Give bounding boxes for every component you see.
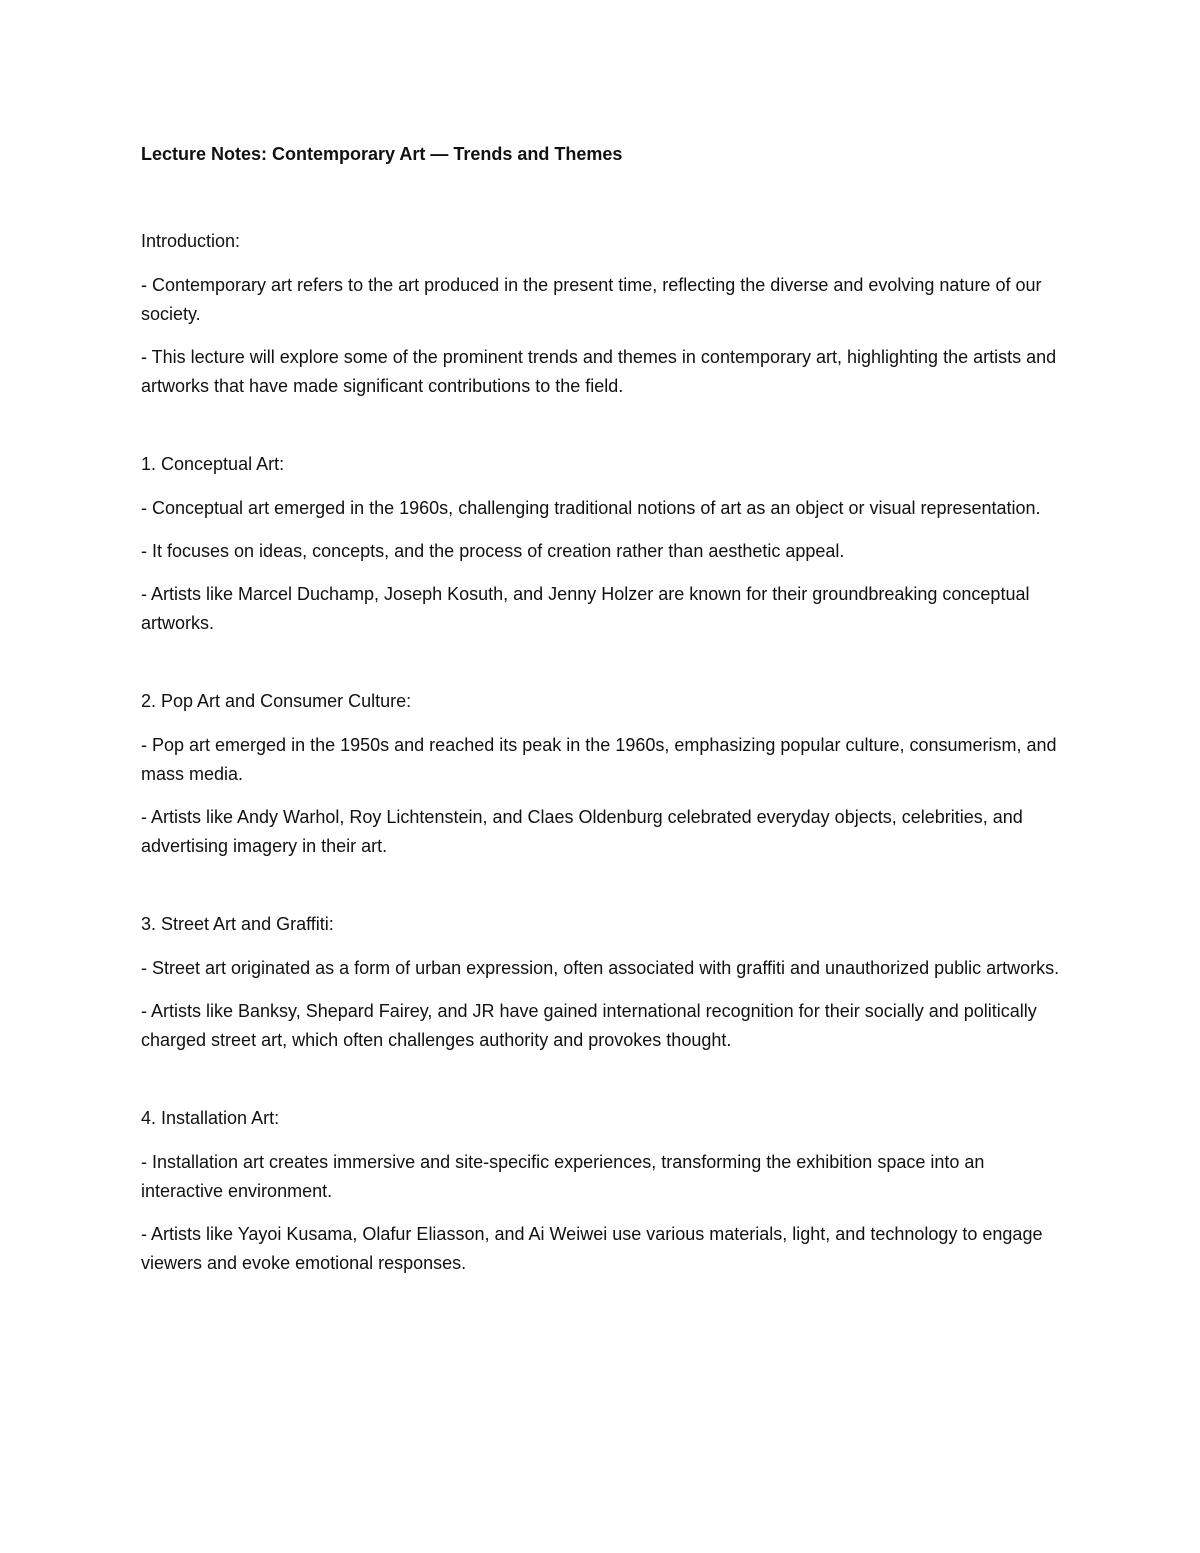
section-conceptual-art bbox=[141, 450, 1061, 638]
document-title: Lecture Notes: Contemporary Art — Trends and Themes bbox=[141, 144, 623, 164]
section-paragraph: - Artists like Yayoi Kusama, Olafur Eliasson, and Ai Weiwei use various materials, light, and technology to engage viewers and evoke emotional responses. bbox=[141, 1224, 1043, 1273]
section-heading: 1. Conceptual Art: bbox=[141, 454, 285, 474]
section-paragraph: - It focuses on ideas, concepts, and the process of creation rather than aesthetic appeal. bbox=[141, 541, 845, 561]
document-page bbox=[141, 140, 1061, 1327]
intro-paragraph: - This lecture will explore some of the prominent trends and themes in contemporary art, highlighting the artists and artworks that have made significant contributions to the field. bbox=[141, 347, 1057, 396]
section-heading: 4. Installation Art: bbox=[141, 1108, 280, 1128]
intro-heading: Introduction: bbox=[141, 231, 241, 251]
intro-paragraph: - Contemporary art refers to the art produced in the present time, reflecting the diverse and evolving nature of our society. bbox=[141, 275, 1042, 324]
section-paragraph: - Street art originated as a form of urban expression, often associated with graffiti and unauthorized public artworks. bbox=[141, 958, 1060, 978]
section-paragraph: - Pop art emerged in the 1950s and reached its peak in the 1960s, emphasizing popular culture, consumerism, and mass media. bbox=[141, 735, 1057, 784]
intro-section bbox=[141, 227, 1061, 401]
section-heading: 3. Street Art and Graffiti: bbox=[141, 914, 334, 934]
section-installation-art bbox=[141, 1104, 1061, 1278]
section-paragraph: - Artists like Banksy, Shepard Fairey, and JR have gained international recognition for their socially and politically charged street art, which often challenges authority and provokes thought. bbox=[141, 1001, 1037, 1050]
section-heading: 2. Pop Art and Consumer Culture: bbox=[141, 691, 412, 711]
section-paragraph: - Artists like Andy Warhol, Roy Lichtenstein, and Claes Oldenburg celebrated everyday objects, celebrities, and advertising imagery in their art. bbox=[141, 807, 1023, 856]
section-pop-art bbox=[141, 687, 1061, 861]
section-paragraph: - Conceptual art emerged in the 1960s, challenging traditional notions of art as an object or visual representation. bbox=[141, 498, 1041, 518]
section-paragraph: - Installation art creates immersive and site-specific experiences, transforming the exhibition space into an interactive environment. bbox=[141, 1152, 985, 1201]
section-paragraph: - Artists like Marcel Duchamp, Joseph Kosuth, and Jenny Holzer are known for their groundbreaking conceptual artworks. bbox=[141, 584, 1030, 633]
section-street-art bbox=[141, 910, 1061, 1055]
